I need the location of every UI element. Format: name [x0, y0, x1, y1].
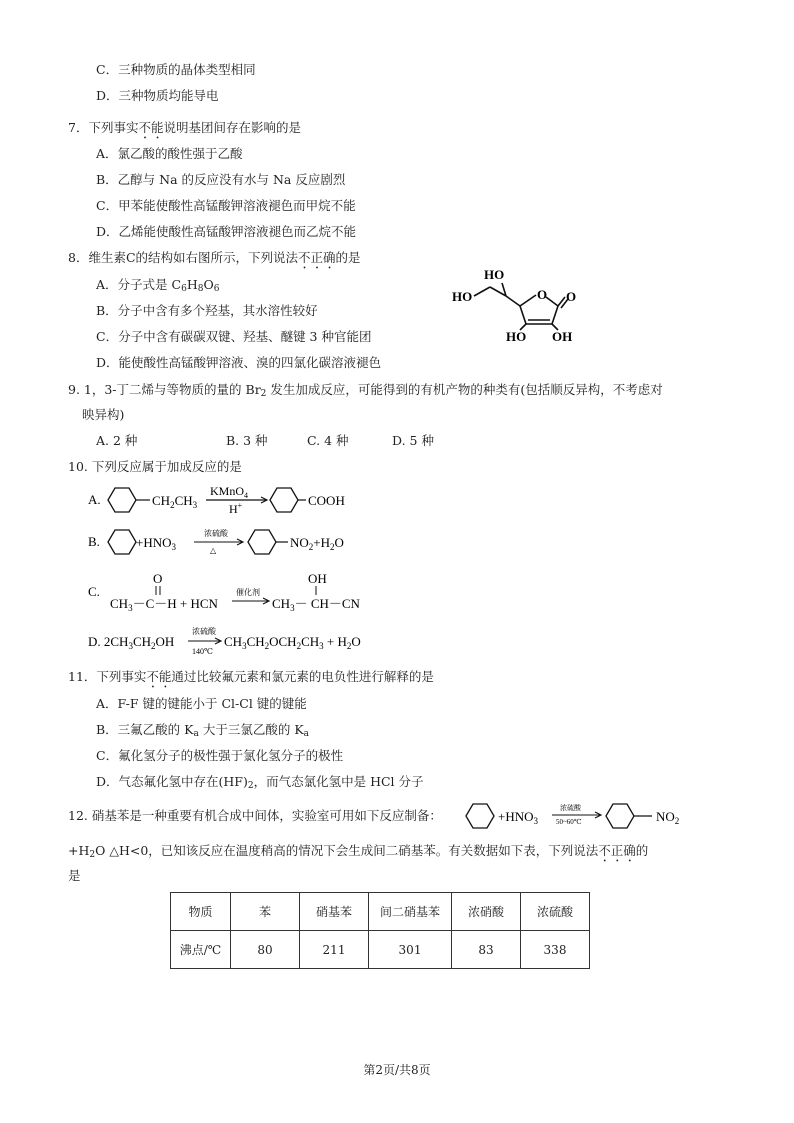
structure-ho-top: HO [484, 267, 505, 282]
q10-stem: 10. 下列反应属于加成反应的是 [68, 459, 242, 474]
q12-cond-top: 浓硫酸 [560, 804, 581, 812]
q9-stem: 9. 1，3-丁二烯与等物质的量的 $Br_2$ 发生加成反应，可能得到的有机产物的种类有(包括顺反异构，不考虑对 [68, 382, 663, 399]
option-d-cond-top: 浓硫酸 [192, 627, 216, 636]
q11-option-b: B．三氟乙酸的 $K_a$ 大于三氯乙酸的 $K_a$ [96, 722, 310, 739]
q9-option-d: D. 5 种 [392, 433, 434, 448]
boiling-point-table [170, 892, 590, 969]
q7-stem: 7．下列事实不能说明基团间存在影响的是 [68, 120, 301, 135]
option-b-product: $NO_2+H_2O$ [290, 535, 344, 552]
q12-stem-line3: 是 [68, 868, 81, 883]
q8-option-c: C．分子中含有碳碳双键、羟基、醚键 3 种官能团 [96, 329, 372, 344]
q9-stem-line2: 映异构) [82, 407, 125, 422]
option-c-reactant: $CH_3-C-H$ + HCN [110, 596, 218, 613]
structure-ho-bottom: HO [506, 329, 527, 344]
q12-equation [462, 796, 698, 836]
q11-option-d: D．气态氟化氢中存在$(HF)_2$，而气态氯化氢中是 HCl 分子 [96, 774, 424, 791]
benzene-ring-icon [248, 530, 276, 554]
table-row-label: 沸点/℃ [171, 931, 231, 969]
q12-stem: 12. 硝基苯是一种重要有机合成中间体，实验室可用如下反应制备： [68, 808, 442, 823]
page-footer: 第2页/共8页 [363, 1063, 431, 1077]
option-a-reactant: $CH_2CH_3$ [152, 493, 198, 510]
option-b-reactant: $+HNO_3$ [136, 535, 176, 552]
q9-option-a: A. 2 种 [96, 433, 138, 448]
q12-stem-line2: $+H_2O$ △H<0，已知该反应在温度稍高的情况下会生成间二硝基苯。有关数据如下表，下列说法不正确的 [68, 843, 649, 860]
q12-product: $NO_2$ [656, 809, 680, 826]
option-d-cond-bottom: 140℃ [192, 647, 213, 656]
q11-option-c: C．氟化氢分子的极性强于氯化氢分子的极性 [96, 748, 344, 763]
q8-stem: 8．维生素C的结构如右图所示，下列说法不正确的是 [68, 250, 361, 265]
q10-option-a [86, 480, 366, 520]
option-a-condition: H+ [229, 501, 243, 516]
table-header-cell: 苯 [231, 893, 300, 931]
option-a-product: COOH [308, 493, 345, 508]
q6-option-c: C．三种物质的晶体类型相同 [96, 62, 256, 77]
q8-option-b: B．分子中含有多个羟基，其水溶性较好 [96, 303, 318, 318]
table-header-cell: 物质 [171, 893, 231, 931]
structure-ring-o: O [537, 287, 548, 302]
benzene-ring-icon [108, 530, 136, 554]
benzene-ring-icon [270, 488, 298, 512]
q12-cond-bottom: 50~60℃ [556, 818, 582, 826]
option-c-product: $CH_3- CH-CN$ [272, 596, 360, 613]
option-a-reagent: KMnO$_4$ [210, 484, 249, 500]
structure-oh-bottom: OH [552, 329, 573, 344]
structure-ho-left: HO [452, 289, 473, 304]
table-header-cell: 浓硝酸 [452, 893, 521, 931]
table-cell: 338 [521, 931, 590, 969]
option-b-cond-top: 浓硫酸 [204, 529, 228, 538]
option-c-carbonyl-o: O [153, 571, 163, 586]
structure-bonds [474, 283, 568, 330]
q10-option-b [86, 522, 376, 562]
q7-option-d: D．乙烯能使酸性高锰酸钾溶液褪色而乙烷不能 [96, 224, 357, 239]
benzene-ring-icon [466, 804, 494, 828]
q9-option-b: B. 3 种 [226, 433, 268, 448]
option-d-reactant: D. $2CH_3CH_2OH$ [88, 634, 175, 651]
table-cell: 83 [452, 931, 521, 969]
structure-carbonyl-o: O [566, 289, 577, 304]
q11-option-a: A．F-F 键的键能小于 Cl-Cl 键的键能 [96, 696, 307, 711]
q12-reagent: $+HNO_3$ [498, 809, 538, 826]
q9-option-c: C. 4 种 [307, 433, 349, 448]
table-header-row [171, 893, 590, 931]
q10-option-d [86, 624, 426, 660]
benzene-ring-icon [606, 804, 634, 828]
option-c-label: C. [88, 584, 100, 599]
q10-option-c [86, 568, 386, 614]
table-row [171, 931, 590, 969]
q7-option-c: C．甲苯能使酸性高锰酸钾溶液褪色而甲烷不能 [96, 198, 356, 213]
table-header-cell: 硝基苯 [300, 893, 369, 931]
option-a-label: A. [88, 492, 101, 507]
option-d-product: $CH_3CH_2OCH_2CH_3 + H_2O$ [224, 634, 361, 651]
table-cell: 80 [231, 931, 300, 969]
benzene-ring-icon [108, 488, 136, 512]
q7-option-b: B．乙醇与 Na 的反应没有水与 Na 反应剧烈 [96, 172, 346, 187]
option-b-cond-bottom: △ [210, 546, 217, 555]
q6-option-d: D．三种物质均能导电 [96, 88, 219, 103]
q8-option-d: D．能使酸性高锰酸钾溶液、溴的四氯化碳溶液褪色 [96, 355, 382, 370]
q8-option-a: A．分子式是 $C_6H_8O_6$ [96, 277, 220, 294]
table-cell: 211 [300, 931, 369, 969]
option-b-label: B. [88, 534, 100, 549]
q7-option-a: A．氯乙酸的酸性强于乙酸 [96, 146, 243, 161]
vitamin-c-structure [440, 262, 590, 348]
table-header-cell: 间二硝基苯 [369, 893, 452, 931]
option-c-hydroxyl: OH [308, 571, 327, 586]
table-cell: 301 [369, 931, 452, 969]
q11-stem: 11．下列事实不能通过比较氟元素和氯元素的电负性进行解释的是 [68, 669, 434, 684]
table-header-cell: 浓硫酸 [521, 893, 590, 931]
option-c-catalyst: 催化剂 [236, 588, 260, 597]
